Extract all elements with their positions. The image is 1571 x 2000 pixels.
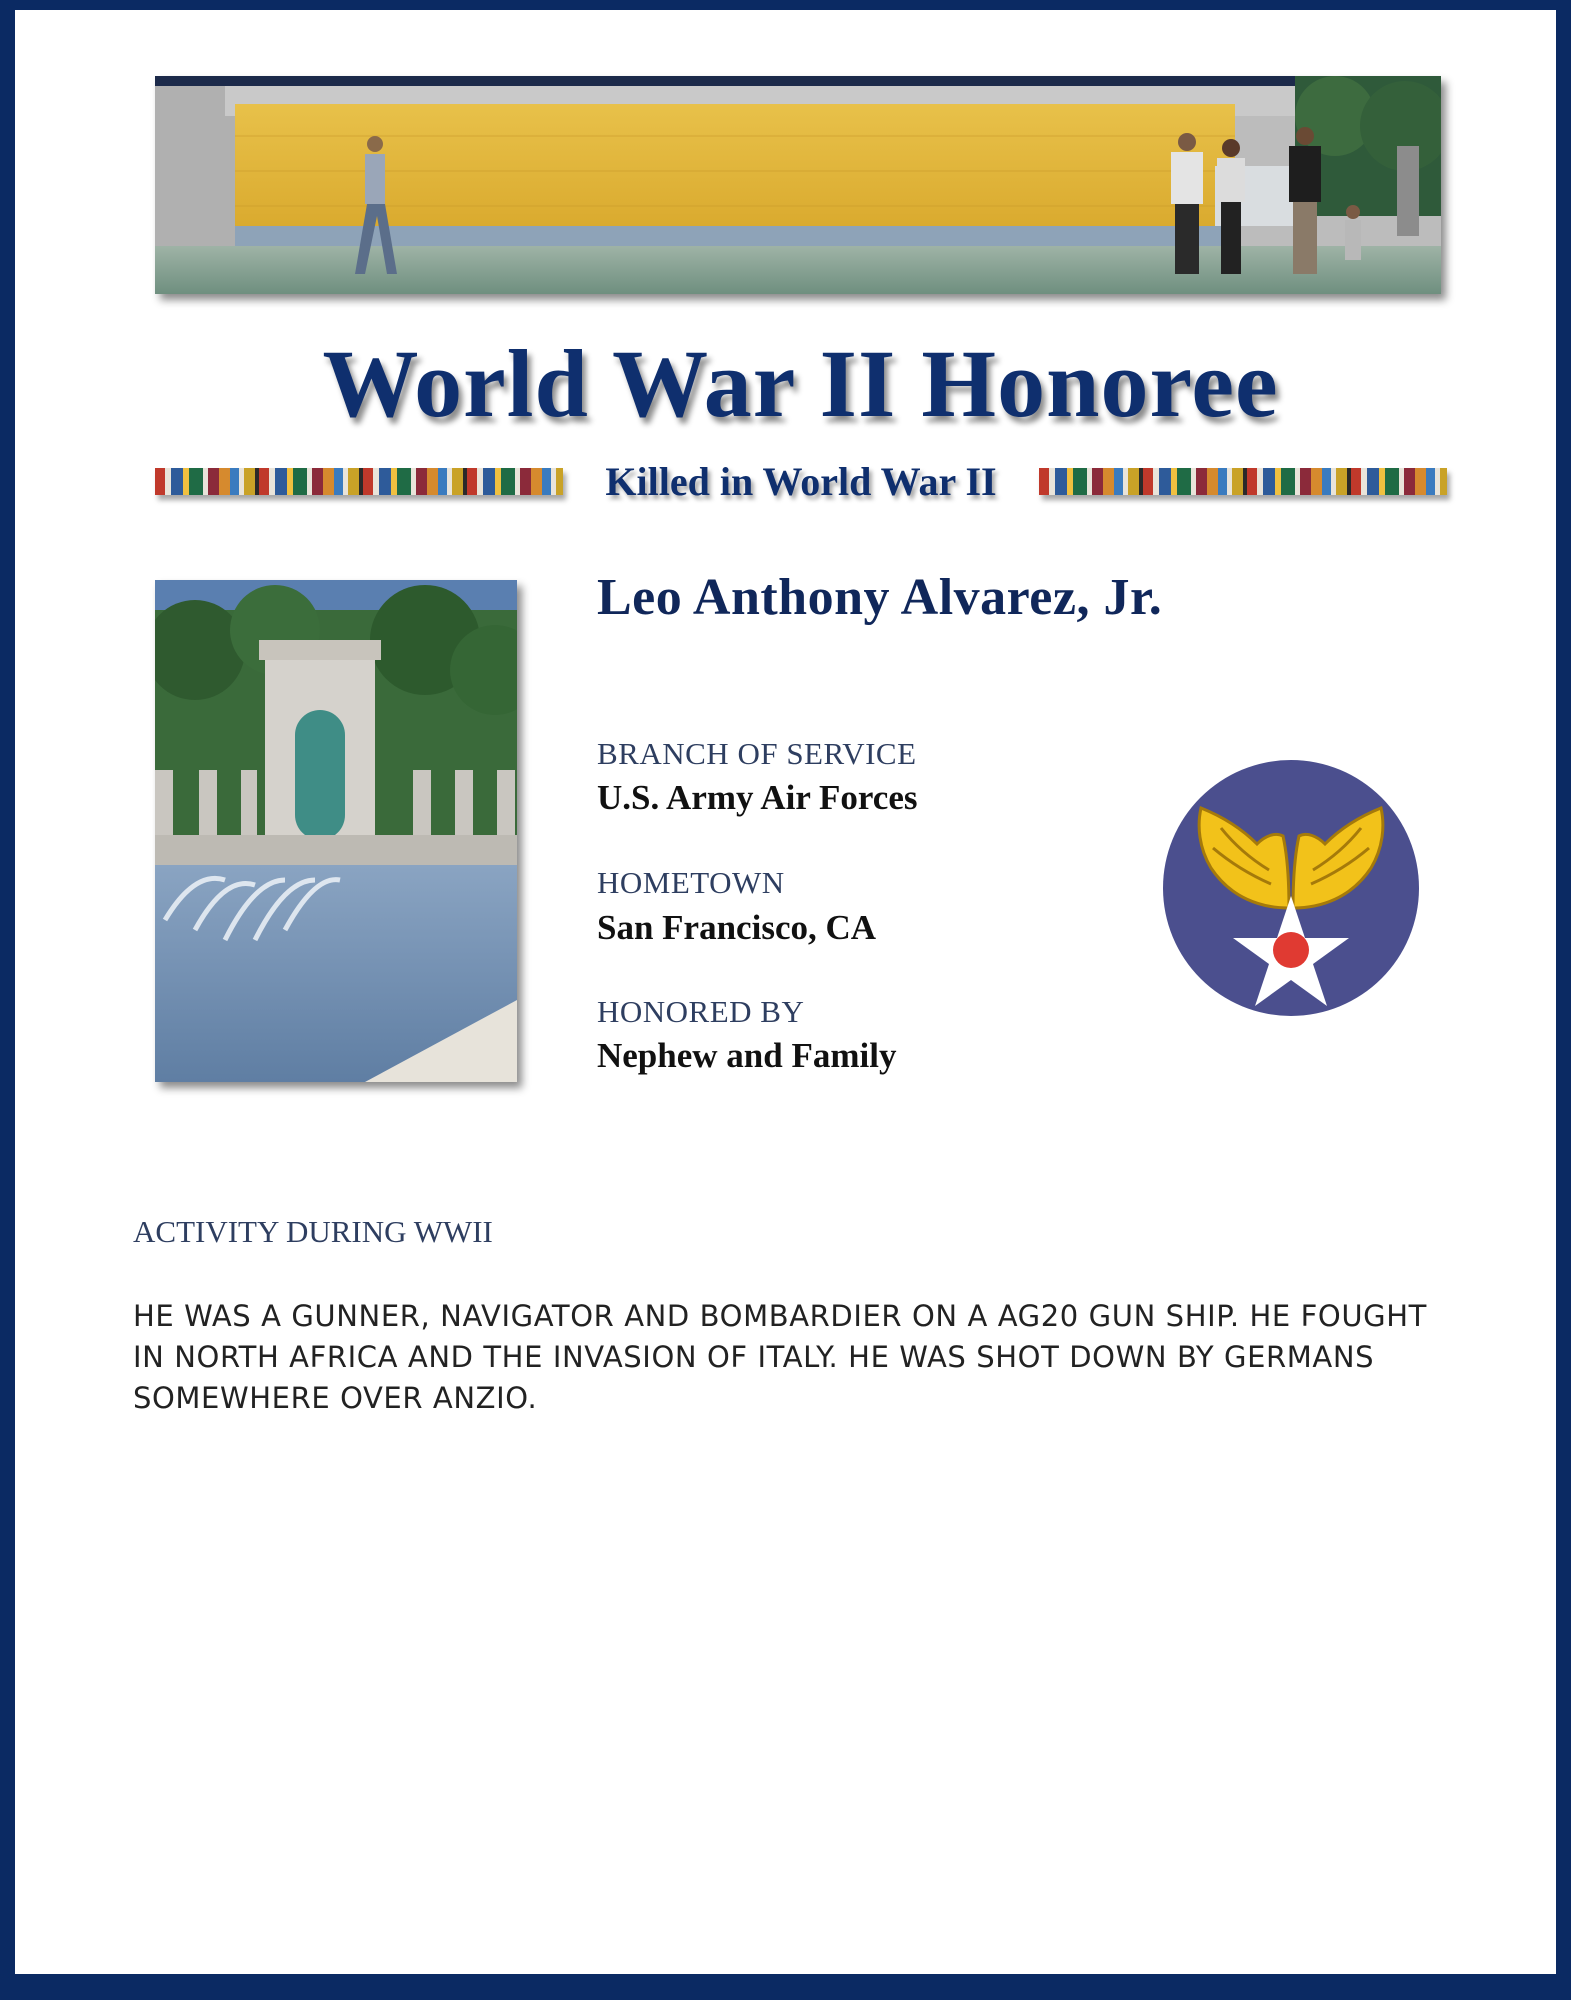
memorial-fountain-photo (155, 580, 517, 1082)
hometown-value: San Francisco, CA (597, 908, 877, 947)
activity-description: HE WAS A GUNNER, NAVIGATOR AND BOMBARDIER ON A AG20 GUN SHIP. HE FOUGHT IN NORTH AFRICA AND THE INVASION OF ITALY. HE WAS SHOT DOWN BY GERMANS SOMEWHERE OVER ANZIO. (133, 1299, 1427, 1415)
branch-of-service-value: U.S. Army Air Forces (597, 778, 918, 817)
service-ribbon-right (1039, 468, 1447, 495)
memorial-wall-banner (155, 76, 1441, 294)
honoree-name: Leo Anthony Alvarez, Jr. (597, 569, 1163, 626)
page-title: World War II Honoree (322, 330, 1279, 437)
honored-by-label: HONORED BY (597, 994, 805, 1029)
honored-by-value: Nephew and Family (597, 1036, 897, 1075)
army-air-forces-insignia-icon (1161, 758, 1421, 1018)
activity-label: ACTIVITY DURING WWII (133, 1214, 493, 1249)
page-subtitle: Killed in World War II (605, 459, 997, 504)
service-ribbon-left (155, 468, 563, 495)
branch-of-service-label: BRANCH OF SERVICE (597, 736, 917, 771)
ribbon-divider (155, 458, 1445, 506)
hometown-label: HOMETOWN (597, 865, 785, 900)
